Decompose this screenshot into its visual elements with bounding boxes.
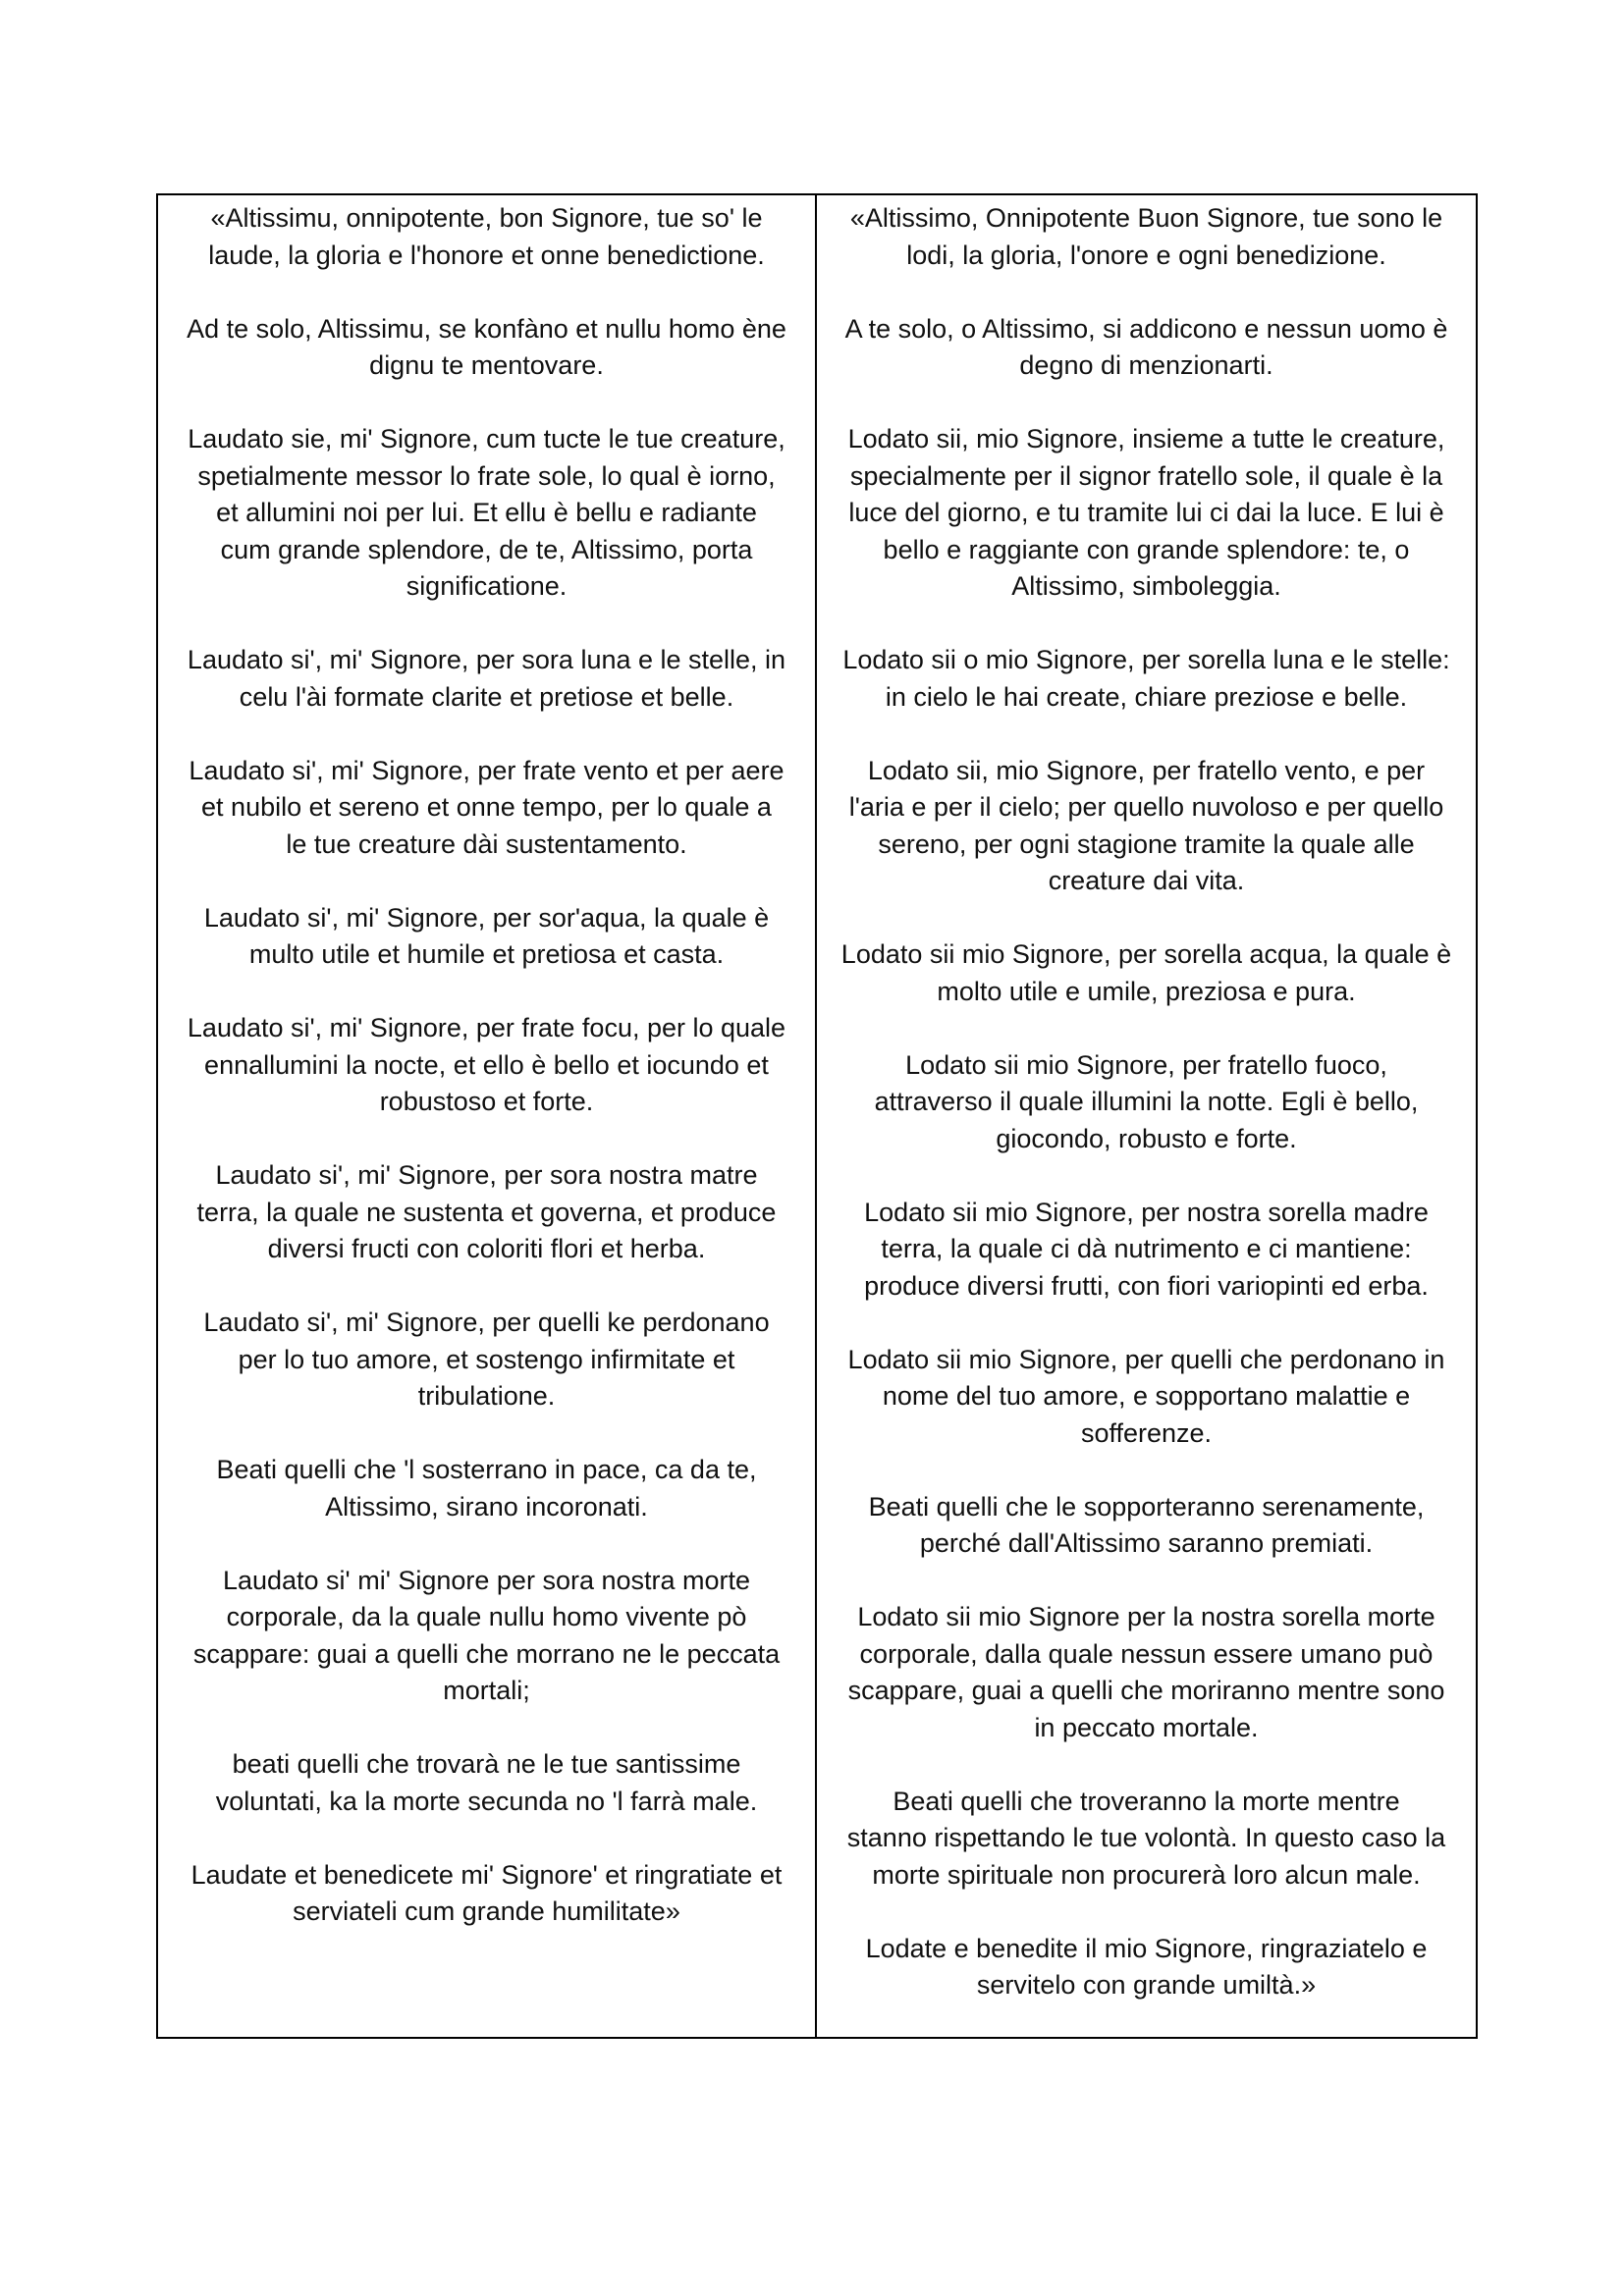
translation-stanza-6: Lodato sii mio Signore, per sorella acqua, la quale è molto utile e umile, preziosa e pura.	[840, 939, 1452, 1006]
original-stanza-12: beati quelli che trovarà ne le tue santissime voluntati, ka la morte secunda no 'l farrà male.	[215, 1749, 758, 1816]
original-text-column	[158, 195, 817, 2037]
original-stanza-9: Laudato si', mi' Signore, per quelli ke perdonano per lo tuo amore, et sostengo infirmitate et tribulatione.	[203, 1308, 770, 1411]
original-stanza-8: Laudato si', mi' Signore, per sora nostra matre terra, la quale ne sustenta et governa, et produce diversi fructi con coloriti flori et herba.	[196, 1160, 777, 1263]
translation-stanza-3: Lodato sii, mio Signore, insieme a tutte le creature, specialmente per il signor fratello sole, il quale è la luce del giorno, e tu tramite lui ci dai la luce. E lui è bello e raggiante con grande splendore: te, o Altissimo, simboleggia.	[847, 424, 1445, 601]
translation-stanza-11: Lodato sii mio Signore per la nostra sorella morte corporale, dalla quale nessun essere umano può scappare, guai a quelli che moriranno mentre sono in peccato mortale.	[847, 1602, 1445, 1742]
original-stanza-2: Ad te solo, Altissimu, se konfàno et nullu homo ène dignu te mentovare.	[187, 313, 786, 380]
original-stanza-11: Laudato si' mi' Signore per sora nostra morte corporale, da la quale nullu homo vivente pò scappare: guai a quelli che morrano ne le peccata mortali;	[192, 1565, 781, 1705]
translation-text-column	[817, 195, 1476, 2037]
original-stanza-3: Laudato sie, mi' Signore, cum tucte le tue creature, spetialmente messor lo frate sole, lo qual è iorno, et allumini noi per lui. Et ellu è bellu e radiante cum grande splendore, de te, Altissimo, porta significatione.	[188, 424, 785, 601]
translation-stanza-5: Lodato sii, mio Signore, per fratello vento, e per l'aria e per il cielo; per quello nuvoloso e per quello sereno, per ogni stagione tramite la quale alle creature dai vita.	[848, 755, 1444, 895]
translation-stanza-13: Lodate e benedite il mio Signore, ringraziatelo e servitelo con grande umiltà.»	[865, 1933, 1428, 2000]
translation-stanza-12: Beati quelli che troveranno la morte mentre stanno rispettando le tue volontà. In questo caso la morte spirituale non procurerà loro alcun male.	[846, 1786, 1446, 1890]
translation-stanza-2: A te solo, o Altissimo, si addicono e nessun uomo è degno di menzionarti.	[844, 313, 1448, 380]
original-stanza-10: Beati quelli che 'l sosterrano in pace, ca da te, Altissimo, sirano incoronati.	[216, 1455, 757, 1522]
two-column-table	[156, 193, 1478, 2039]
translation-stanza-8: Lodato sii mio Signore, per nostra sorella madre terra, la quale ci dà nutrimento e ci mantiene: produce diversi frutti, con fiori variopinti ed erba.	[864, 1197, 1429, 1301]
translation-stanza-4: Lodato sii o mio Signore, per sorella luna e le stelle: in cielo le hai create, chiare preziose e belle.	[842, 645, 1450, 712]
original-stanza-6: Laudato si', mi' Signore, per sor'aqua, la quale è multo utile et humile et pretiosa et casta.	[203, 902, 770, 969]
translation-stanza-9: Lodato sii mio Signore, per quelli che perdonano in nome del tuo amore, e sopportano malattie e sofferenze.	[847, 1344, 1445, 1448]
original-stanza-7: Laudato si', mi' Signore, per frate focu, per lo quale ennallumini la nocte, et ello è bello et iocundo et robustoso et forte.	[187, 1013, 786, 1116]
original-stanza-13: Laudate et benedicete mi' Signore' et ringratiate et serviateli cum grande humilitate»	[190, 1859, 783, 1926]
translation-stanza-10: Beati quelli che le sopporteranno serenamente, perché dall'Altissimo saranno premiati.	[868, 1491, 1425, 1558]
translation-stanza-1: «Altissimo, Onnipotente Buon Signore, tue sono le lodi, la gloria, l'onore e ogni benedizione.	[849, 203, 1443, 270]
translation-stanza-7: Lodato sii mio Signore, per fratello fuoco, attraverso il quale illumini la notte. Egli è bello, giocondo, robusto e forte.	[874, 1049, 1419, 1153]
original-stanza-5: Laudato si', mi' Signore, per frate vento et per aere et nubilo et sereno et onne tempo, per lo quale a le tue creature dài sustentamento.	[189, 755, 785, 859]
original-stanza-1: «Altissimu, onnipotente, bon Signore, tue so' le laude, la gloria e l'honore et onne benedictione.	[208, 203, 765, 270]
original-stanza-4: Laudato si', mi' Signore, per sora luna e le stelle, in celu l'ài formate clarite et pretiose et belle.	[187, 645, 786, 712]
